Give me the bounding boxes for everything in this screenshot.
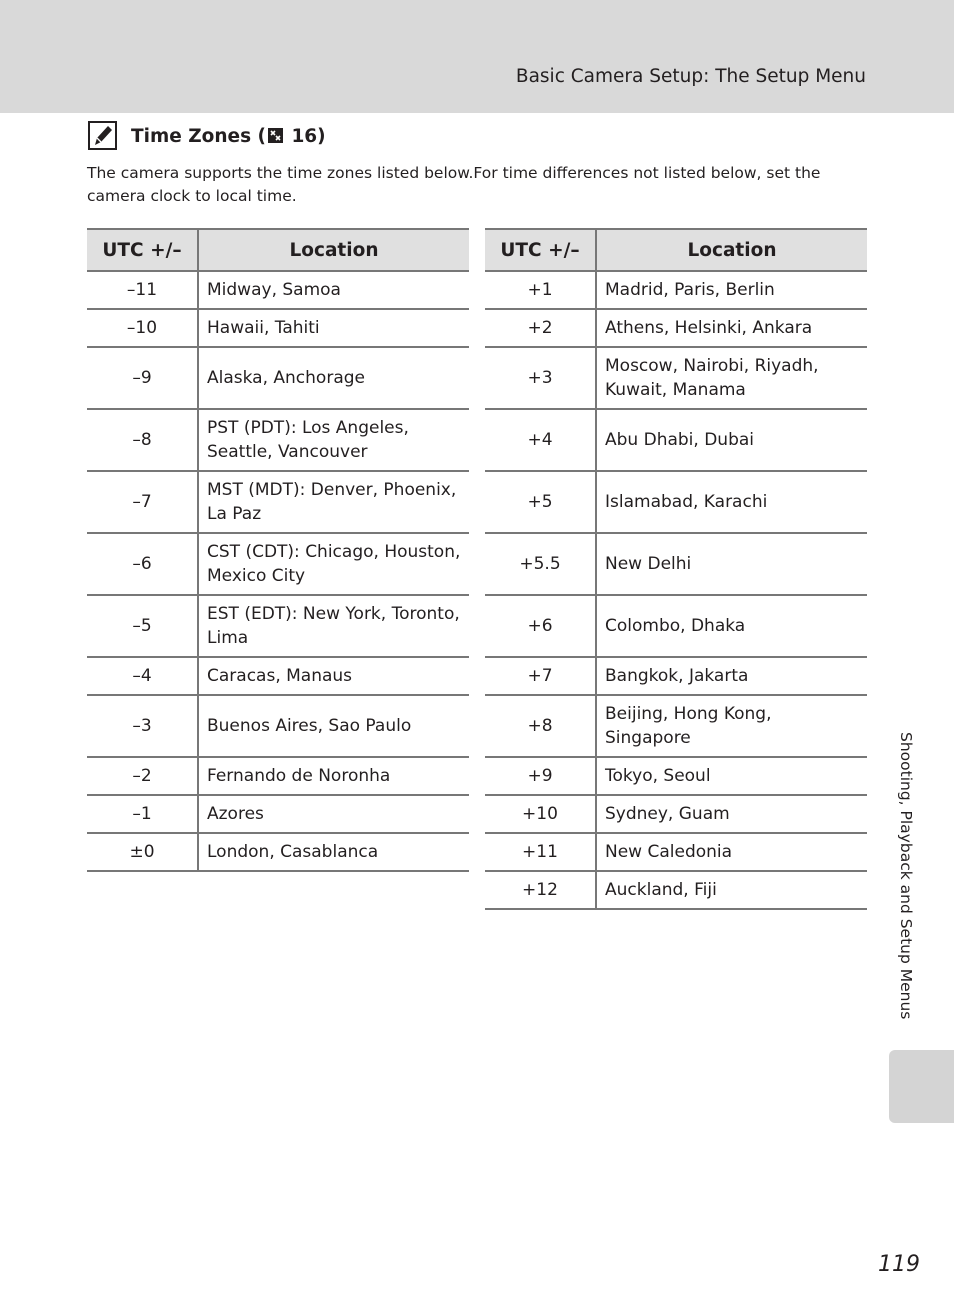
table-row (485, 309, 867, 347)
utc-column-header: UTC +/– (485, 229, 596, 271)
table-row (87, 757, 469, 795)
location-cell: EST (EDT): New York, Toronto, Lima (198, 595, 469, 657)
utc-cell: +2 (485, 309, 596, 347)
location-column-header: Location (596, 229, 867, 271)
table-row (485, 795, 867, 833)
location-cell: Abu Dhabi, Dubai (596, 409, 867, 471)
table-row (485, 657, 867, 695)
location-cell: Azores (198, 795, 469, 833)
table-row (87, 795, 469, 833)
header-title: Basic Camera Setup: The Setup Menu (515, 66, 866, 87)
table-row (87, 271, 469, 309)
table-row (87, 657, 469, 695)
utc-cell: +5.5 (485, 533, 596, 595)
table-row (485, 833, 867, 871)
utc-cell: +11 (485, 833, 596, 871)
location-cell: Madrid, Paris, Berlin (596, 271, 867, 309)
table-row (485, 695, 867, 757)
utc-cell: +3 (485, 347, 596, 409)
time-zone-table-right (485, 228, 867, 910)
utc-cell: –11 (87, 271, 198, 309)
utc-cell: +8 (485, 695, 596, 757)
location-cell: Sydney, Guam (596, 795, 867, 833)
table-row (485, 347, 867, 409)
utc-cell: +10 (485, 795, 596, 833)
utc-cell: +6 (485, 595, 596, 657)
section-title (131, 126, 326, 147)
location-cell: Hawaii, Tahiti (198, 309, 469, 347)
table-row (485, 871, 867, 909)
table-row (87, 309, 469, 347)
location-cell: PST (PDT): Los Angeles, Seattle, Vancouver (198, 409, 469, 471)
utc-cell: –4 (87, 657, 198, 695)
location-cell: Bangkok, Jakarta (596, 657, 867, 695)
section-title-text: Time Zones ( (131, 126, 266, 147)
utc-cell: +5 (485, 471, 596, 533)
chapter-side-label: Shooting, Playback and Setup Menus (897, 732, 915, 1020)
location-cell: MST (MDT): Denver, Phoenix, La Paz (198, 471, 469, 533)
location-cell: New Delhi (596, 533, 867, 595)
utc-cell: –5 (87, 595, 198, 657)
location-column-header: Location (198, 229, 469, 271)
utc-cell: –9 (87, 347, 198, 409)
utc-cell: –3 (87, 695, 198, 757)
intro-paragraph: The camera supports the time zones listed below.For time differences not listed below, set the camera clock to local time. (87, 164, 821, 205)
utc-cell: +7 (485, 657, 596, 695)
page-number: 119 (878, 1252, 920, 1277)
table-row (485, 757, 867, 795)
note-pencil-icon (88, 121, 117, 150)
location-cell: Islamabad, Karachi (596, 471, 867, 533)
location-cell: Caracas, Manaus (198, 657, 469, 695)
table-row (87, 833, 469, 871)
location-cell: Athens, Helsinki, Ankara (596, 309, 867, 347)
table-row (485, 471, 867, 533)
location-cell: Fernando de Noronha (198, 757, 469, 795)
utc-cell: +4 (485, 409, 596, 471)
table-row (87, 533, 469, 595)
location-cell: Buenos Aires, Sao Paulo (198, 695, 469, 757)
location-cell: Moscow, Nairobi, Riyadh, Kuwait, Manama (596, 347, 867, 409)
table-row (485, 533, 867, 595)
table-row (485, 271, 867, 309)
table-row (485, 409, 867, 471)
utc-cell: –1 (87, 795, 198, 833)
table-row (87, 695, 469, 757)
utc-cell: ±0 (87, 833, 198, 871)
utc-cell: –7 (87, 471, 198, 533)
location-cell: Beijing, Hong Kong, Singapore (596, 695, 867, 757)
table-row (87, 471, 469, 533)
table-row (87, 595, 469, 657)
time-zone-table-left (87, 228, 469, 872)
utc-cell: –10 (87, 309, 198, 347)
utc-cell: –6 (87, 533, 198, 595)
table-row (485, 595, 867, 657)
utc-cell: +1 (485, 271, 596, 309)
section-title-ref: 16) (291, 126, 326, 147)
location-cell: Auckland, Fiji (596, 871, 867, 909)
page-reference-icon (268, 128, 283, 143)
table-row (87, 409, 469, 471)
table-row (87, 347, 469, 409)
location-cell: Midway, Samoa (198, 271, 469, 309)
location-cell: Alaska, Anchorage (198, 347, 469, 409)
utc-cell: +12 (485, 871, 596, 909)
location-cell: CST (CDT): Chicago, Houston, Mexico City (198, 533, 469, 595)
location-cell: London, Casablanca (198, 833, 469, 871)
location-cell: New Caledonia (596, 833, 867, 871)
utc-cell: –2 (87, 757, 198, 795)
location-cell: Colombo, Dhaka (596, 595, 867, 657)
chapter-tab (889, 1050, 954, 1123)
utc-cell: –8 (87, 409, 198, 471)
utc-column-header: UTC +/– (87, 229, 198, 271)
header-band (0, 0, 954, 113)
utc-cell: +9 (485, 757, 596, 795)
location-cell: Tokyo, Seoul (596, 757, 867, 795)
